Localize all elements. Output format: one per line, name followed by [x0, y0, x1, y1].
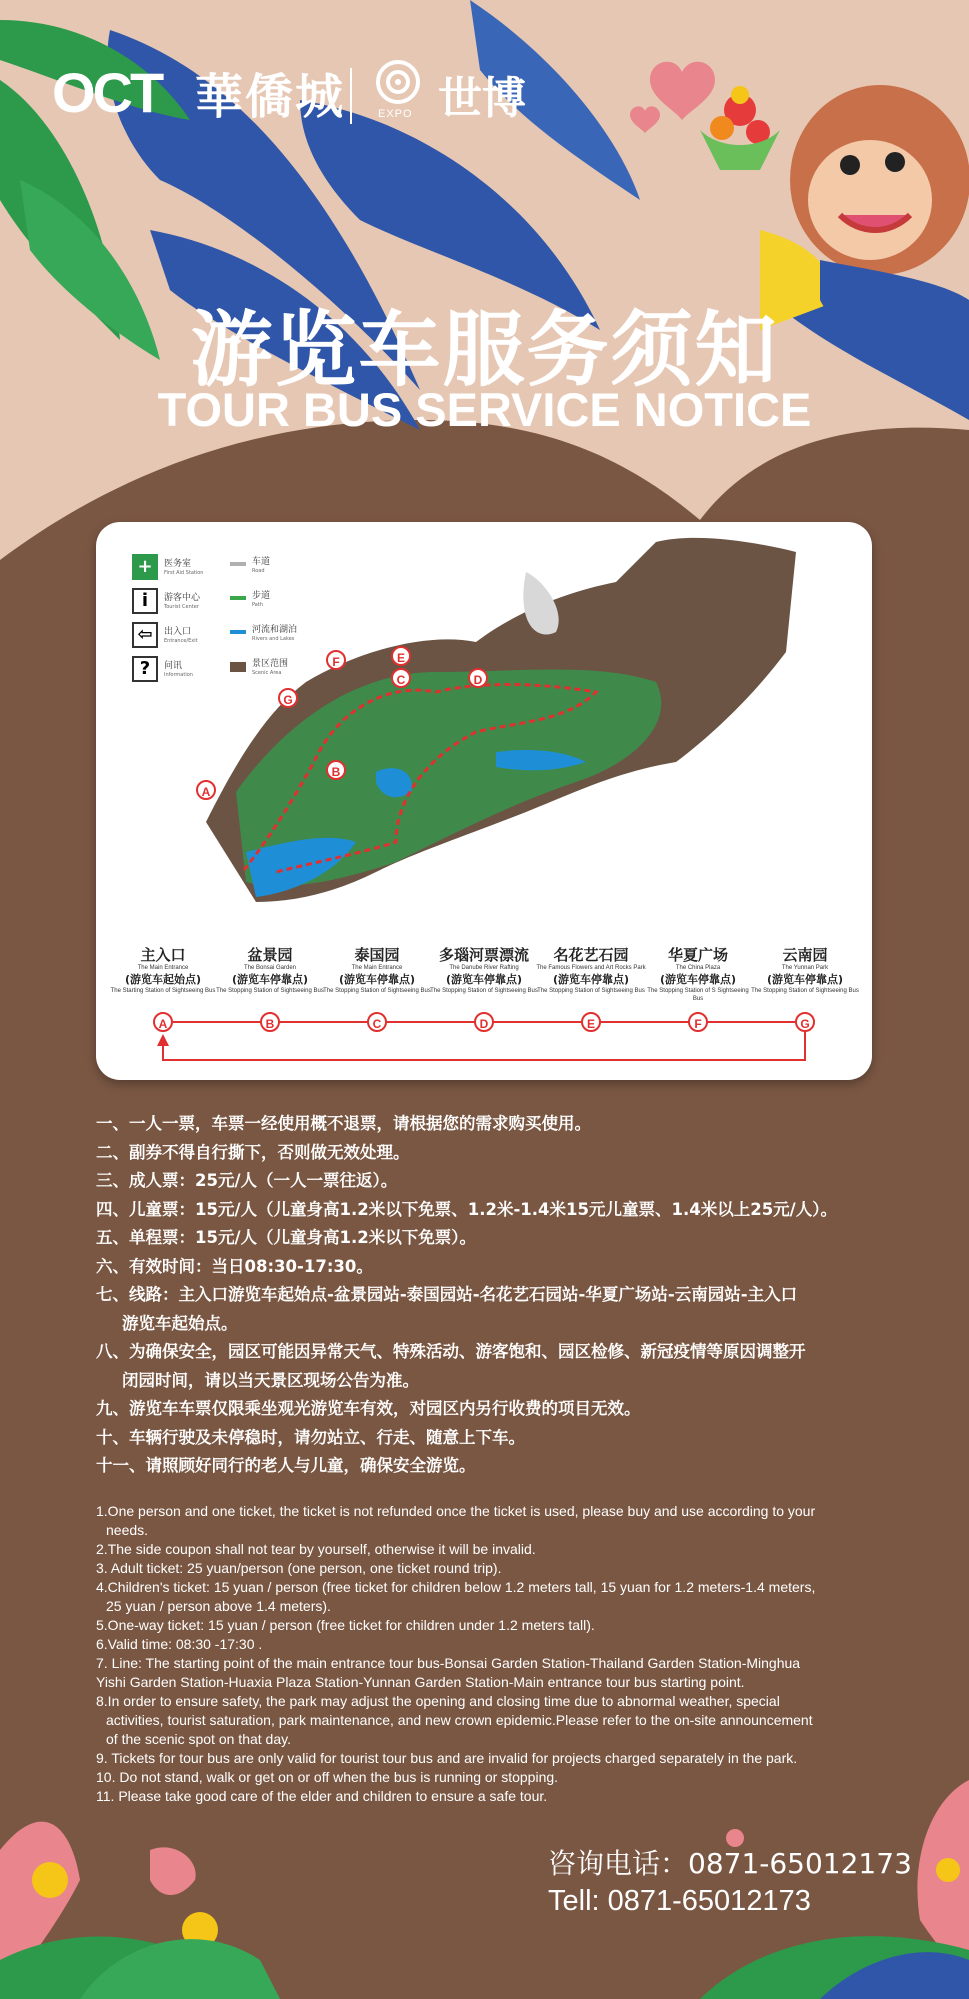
station-name-en: The Famous Flowers and Art Rocks Park	[536, 965, 646, 971]
rule-line: 八、为确保安全，园区可能因异常天气、特殊活动、游客饱和、园区检修、新冠疫情等原因调整开	[96, 1342, 806, 1361]
station-role-en: The Stopping Station of Sightseeing Bus	[537, 988, 645, 994]
oct-chinese-logo: 華僑城	[195, 69, 346, 125]
legend-label: 步道	[252, 591, 271, 601]
rule-line: 一、一人一票，车票一经使用概不退票，请根据您的需求购买使用。	[96, 1114, 591, 1133]
page-title-chinese: 游览车服务须知	[190, 303, 779, 398]
expo-swirl-icon	[375, 58, 421, 106]
rule-line: 9. Tickets for tour bus are only valid for tourist tour bus and are invalid for projects charged separately in the park.	[96, 1750, 798, 1766]
map-marker-g: G	[278, 688, 298, 708]
station-role-en: The Stopping Station of Sightseeing Bus	[323, 988, 431, 994]
rule-line: 十一、请照顾好同行的老人与儿童，确保安全游览。	[96, 1456, 476, 1475]
rule-line: 6.Valid time: 08:30 -17:30 .	[96, 1636, 263, 1652]
station-name-en: The China Plaza	[675, 965, 721, 971]
legend-label: 车道	[252, 557, 271, 567]
station-role-en: The Starting Station of Sightseeing Bus	[110, 988, 216, 994]
legend-label: 出入口	[164, 627, 192, 637]
station-name: 盆景园	[247, 946, 293, 964]
legend-label: 医务室	[164, 559, 192, 569]
legend-label: 游客中心	[164, 593, 201, 603]
station-name: 名花艺石园	[553, 946, 629, 964]
route-marker-f: F	[688, 1012, 708, 1032]
rule-line: 游览车起始点。	[122, 1313, 238, 1333]
contact-phone-english: Tell: 0871-65012173	[548, 1885, 811, 1917]
station-role-en: The Stopping Station of Sightseeing Bus	[216, 988, 324, 994]
map-marker-c: C	[391, 668, 411, 688]
map-marker-b: B	[326, 760, 346, 780]
station-role: (游览车停靠点)	[231, 973, 309, 986]
station-name-en: The Main Entrance	[137, 965, 189, 971]
rule-line: 二、副券不得自行撕下，否则做无效处理。	[96, 1142, 410, 1162]
rule-line: 闭园时间，请以当天景区现场公告为准。	[122, 1370, 419, 1390]
rule-line: 三、成人票：25元/人（一人一票往返）。	[96, 1171, 398, 1190]
station-role-en: The Stopping Station of Sightseeing Bus	[751, 988, 859, 994]
map-marker-a: A	[196, 780, 216, 800]
route-marker-e: E	[581, 1012, 601, 1032]
rule-line: 11. Please take good care of the elder and children to ensure a safe tour.	[96, 1788, 548, 1804]
shibo-logo: 世博	[438, 73, 526, 124]
rule-line: 六、有效时间：当日08:30-17:30。	[96, 1256, 373, 1276]
contact-phone-chinese: 咨询电话：0871-65012173	[548, 1847, 912, 1880]
rule-line: 8.In order to ensure safety, the park may adjust the opening and closing time due to abnormal weather, special	[96, 1693, 780, 1709]
legend-sublabel: Information	[164, 672, 193, 678]
question-icon: ?	[132, 656, 158, 682]
station-name-en: The Main Entrance	[351, 965, 403, 971]
rule-line: 25 yuan / person above 1.4 meters).	[106, 1598, 331, 1614]
station-name: 泰国园	[354, 946, 400, 964]
station-name-en: The Danube River Rafting	[449, 965, 519, 971]
map-marker-f: F	[326, 650, 346, 670]
station-name: 华夏广场	[667, 946, 728, 964]
oct-logo: OCT	[52, 61, 162, 124]
station-role: (游览车停靠点)	[659, 973, 737, 986]
rule-line: 3. Adult ticket: 25 yuan/person (one person, one ticket round trip).	[96, 1560, 502, 1576]
station-name: 主入口	[140, 946, 186, 964]
page-title-english: TOUR BUS SERVICE NOTICE	[157, 383, 812, 436]
legend-label: 河流和湖泊	[252, 625, 298, 635]
legend-sublabel: Tourist Center	[164, 604, 199, 610]
logo-divider	[350, 68, 352, 124]
station-role: (游览车停靠点)	[552, 973, 630, 986]
station-role-en: The Stopping Station of S Sightseeing Bus	[647, 988, 749, 1002]
route-marker-b: B	[260, 1012, 280, 1032]
legend-label: 景区范围	[252, 659, 289, 669]
rule-line: needs.	[106, 1522, 149, 1538]
rules-chinese	[96, 1110, 896, 1481]
rule-line: 2.The side coupon shall not tear by yourself, otherwise it will be invalid.	[96, 1541, 536, 1557]
station-name: 云南园	[782, 946, 828, 964]
legend-sublabel: Road	[252, 568, 265, 574]
map-marker-d: D	[468, 668, 488, 688]
station-role: (游览车停靠点)	[766, 973, 844, 986]
legend-label: 问讯	[164, 661, 183, 671]
station-role: (游览车起始点)	[124, 973, 202, 986]
rule-line: 九、游览车车票仅限乘坐观光游览车有效，对园区内另行收费的项目无效。	[96, 1399, 641, 1418]
info-center-icon: i	[132, 588, 158, 614]
map-card	[96, 522, 872, 1080]
legend-sublabel: Path	[252, 602, 263, 608]
route-marker-d: D	[474, 1012, 494, 1032]
station-name-en: The Bonsai Garden	[243, 965, 297, 971]
rule-line: 10. Do not stand, walk or get on or off when the bus is running or stopping.	[96, 1769, 559, 1785]
map-marker-e: E	[391, 646, 411, 666]
exit-icon: ⇦	[132, 622, 158, 648]
route-marker-a: A	[153, 1012, 173, 1032]
legend-sublabel: Rivers and Lakes	[252, 636, 295, 642]
station-role-en: The Stopping Station of Sightseeing Bus	[430, 988, 538, 994]
station-role: (游览车停靠点)	[338, 973, 416, 986]
rule-line: 七、线路：主入口游览车起始点-盆景园站-泰国园站-名花艺石园站-华夏广场站-云南园站-主入口	[96, 1285, 798, 1304]
rule-line: activities, tourist saturation, park maintenance, and new crown epidemic.Please refer to the on-site announcement	[106, 1712, 813, 1728]
rule-line: 1.One person and one ticket, the ticket is not refunded once the ticket is used, please buy and use according to your	[96, 1503, 816, 1519]
rule-line: 4.Children's ticket: 15 yuan / person (free ticket for children below 1.2 meters tall, 15 yuan for 1.2 meters-1.4 meters,	[96, 1579, 816, 1595]
rule-line: 十、车辆行驶及未停稳时，请勿站立、行走、随意上下车。	[96, 1427, 525, 1447]
rule-line: 四、儿童票：15元/人（儿童身高1.2米以下免票、1.2米-1.4米15元儿童票、1.4米以上25元/人）。	[96, 1199, 837, 1219]
station-name: 多瑙河票漂流	[438, 946, 529, 964]
first-aid-icon: +	[132, 554, 158, 580]
rule-line: 7. Line: The starting point of the main entrance tour bus-Bonsai Garden Station-Thailand Garden Station-Minghua	[96, 1655, 801, 1671]
rule-line: Yishi Garden Station-Huaxia Plaza Station-Yunnan Garden Station-Main entrance tour bus starting point.	[96, 1674, 745, 1690]
route-diagram	[96, 522, 872, 1080]
expo-logo-text: EXPO	[378, 108, 413, 120]
legend-sublabel: First Aid Station	[164, 570, 204, 576]
station-role: (游览车停靠点)	[445, 973, 523, 986]
rule-line: 5.One-way ticket: 15 yuan / person (free ticket for children under 1.2 meters tall).	[96, 1617, 595, 1633]
rule-line: 五、单程票：15元/人（儿童身高1.2米以下免票）。	[96, 1228, 476, 1247]
station-name-en: The Yunnan Park	[781, 965, 829, 971]
legend-sublabel: Scenic Area	[252, 670, 282, 676]
rules-english	[96, 1502, 916, 1806]
rule-line: of the scenic spot on that day.	[106, 1731, 291, 1747]
legend-sublabel: Entrance/Exit	[164, 638, 198, 644]
route-marker-c: C	[367, 1012, 387, 1032]
route-marker-g: G	[795, 1012, 815, 1032]
